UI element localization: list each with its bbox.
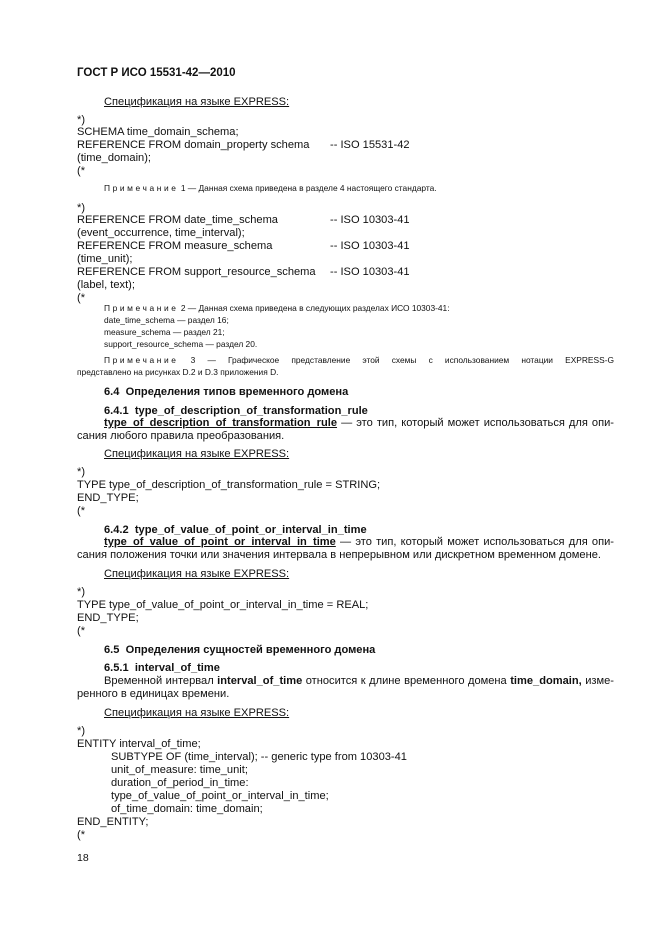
code-line: TYPE type_of_value_of_point_or_interval_in_time = REAL; xyxy=(77,599,369,611)
note-2: Примечание 2 — Данная схема приведена в следующих разделах ИСО 10303-41: xyxy=(104,303,450,313)
code-line: of_time_domain: time_domain; xyxy=(111,803,263,815)
code-line: (time_domain); xyxy=(77,152,151,164)
code-line: (* xyxy=(77,505,86,517)
code-open: *) xyxy=(77,114,86,126)
code-line: END_ENTITY; xyxy=(77,816,149,828)
code-close: (* xyxy=(77,165,86,177)
code-line: REFERENCE FROM date_time_schema xyxy=(77,214,278,226)
definition-text: type_of_value_of_point_or_interval_in_time — это тип, который может использоваться для опи- xyxy=(104,536,614,548)
code-line: (* xyxy=(77,829,86,841)
spec-label: Спецификация на языке EXPRESS: xyxy=(104,707,290,719)
definition-text-cont: сания любого правила преобразования. xyxy=(77,430,285,442)
code-line: (time_unit); xyxy=(77,253,133,265)
definition-text: Временной интервал interval_of_time относится к длине временного домена time_domain, изме- xyxy=(104,675,614,687)
definition-text: type_of_description_of_transformation_rule — это тип, который может использоваться для опи- xyxy=(104,417,614,429)
code-line: unit_of_measure: time_unit; xyxy=(111,764,248,776)
subsection-heading: 6.5.1 interval_of_time xyxy=(104,662,220,674)
note-2-item: support_resource_schema — раздел 20. xyxy=(104,339,258,349)
definition-text-cont: сания положения точки или значения интервала в непрерывном или дискретном временном домене. xyxy=(77,549,601,561)
code-line: REFERENCE FROM domain_property schema xyxy=(77,139,310,151)
code-line: type_of_value_of_point_or_interval_in_time; xyxy=(111,790,329,802)
code-close: (* xyxy=(77,292,86,304)
code-line: SUBTYPE OF (time_interval); -- generic type from 10303-41 xyxy=(111,751,407,763)
code-line: duration_of_period_in_time: xyxy=(111,777,249,789)
spec-label: Спецификация на языке EXPRESS: xyxy=(104,448,290,460)
code-line: ENTITY interval_of_time; xyxy=(77,738,201,750)
note-2-item: measure_schema — раздел 21; xyxy=(104,327,225,337)
code-comment: -- ISO 10303-41 xyxy=(330,266,410,278)
note-3: Примечание 3 — Графическое представление этой схемы с использованием нотации EXPRESS-G xyxy=(104,355,614,365)
code-comment: -- ISO 10303-41 xyxy=(330,240,410,252)
definition-text-cont: ренного в единицах времени. xyxy=(77,688,230,700)
code-line: TYPE type_of_description_of_transformation_rule = STRING; xyxy=(77,479,381,491)
code-line: *) xyxy=(77,725,86,737)
code-line: *) xyxy=(77,586,86,598)
note-3-cont: представлено на рисунках D.2 и D.3 приложения D. xyxy=(77,367,279,377)
code-line: END_TYPE; xyxy=(77,612,139,624)
page-number: 18 xyxy=(77,852,89,864)
code-comment: -- ISO 15531-42 xyxy=(330,139,410,151)
section-heading: 6.4 Определения типов временного домена xyxy=(104,386,349,398)
code-open: *) xyxy=(77,202,86,214)
code-line: SCHEMA time_domain_schema; xyxy=(77,126,239,138)
code-line: END_TYPE; xyxy=(77,492,139,504)
spec-label: Спецификация на языке EXPRESS: xyxy=(104,96,290,108)
code-line: (label, text); xyxy=(77,279,135,291)
note-2-item: date_time_schema — раздел 16; xyxy=(104,315,229,325)
spec-label: Спецификация на языке EXPRESS: xyxy=(104,568,290,580)
page-header-title: ГОСТ Р ИСО 15531-42—2010 xyxy=(77,67,236,79)
subsection-heading: 6.4.1 type_of_description_of_transformation_rule xyxy=(104,405,368,417)
note-1: Примечание 1 — Данная схема приведена в разделе 4 настоящего стандарта. xyxy=(104,183,437,193)
code-line: REFERENCE FROM measure_schema xyxy=(77,240,273,252)
code-line: (event_occurrence, time_interval); xyxy=(77,227,245,239)
code-line: REFERENCE FROM support_resource_schema xyxy=(77,266,316,278)
section-heading: 6.5 Определения сущностей временного домена xyxy=(104,644,376,656)
code-line: *) xyxy=(77,466,86,478)
code-line: (* xyxy=(77,625,86,637)
subsection-heading: 6.4.2 type_of_value_of_point_or_interval_in_time xyxy=(104,524,367,536)
code-comment: -- ISO 10303-41 xyxy=(330,214,410,226)
